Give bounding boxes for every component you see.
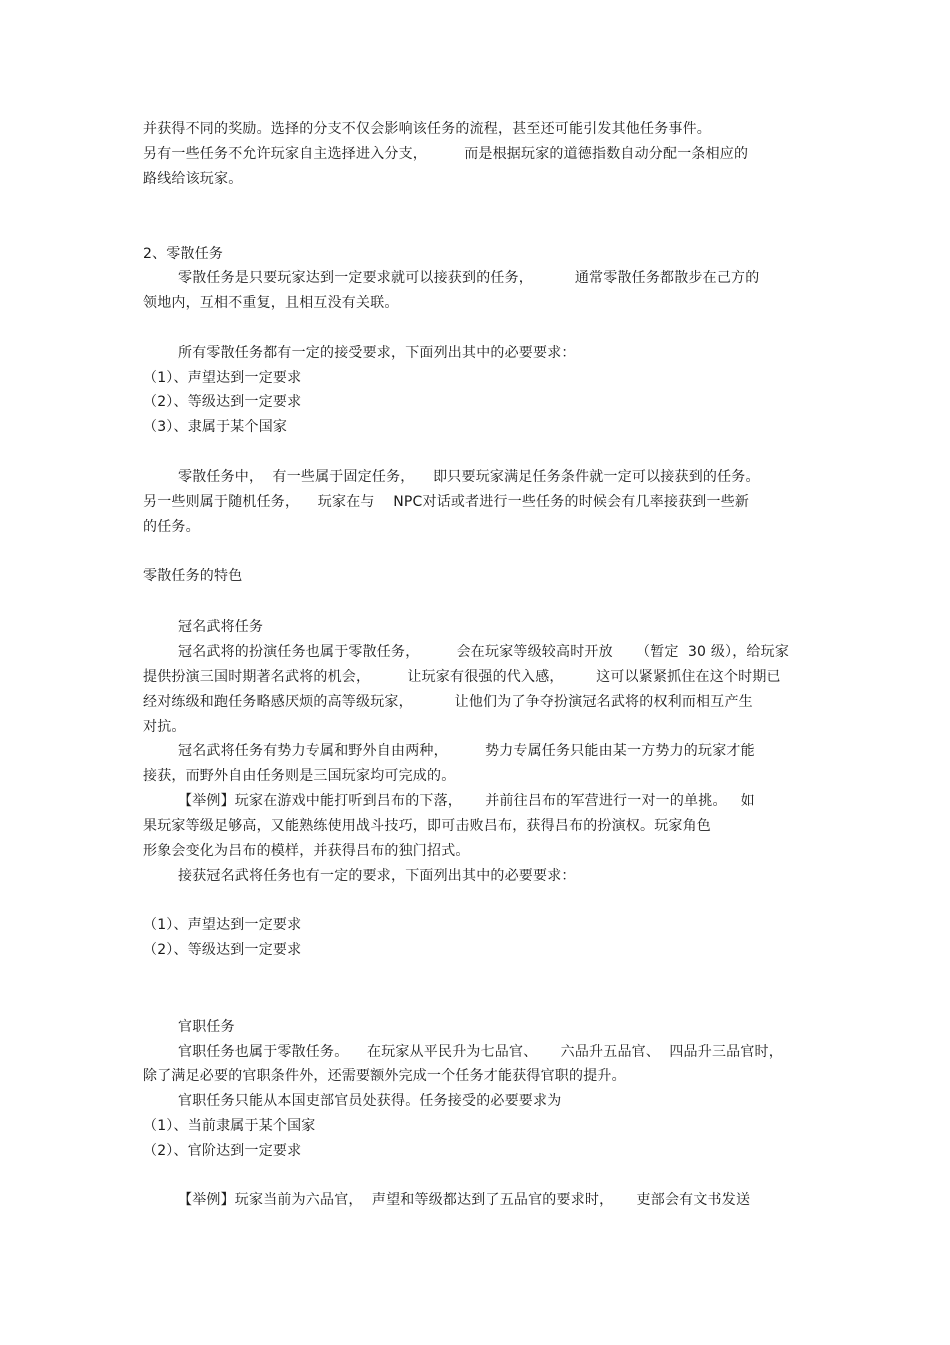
paragraph-line: 另有一些任务不允许玩家自主选择进入分支， 而是根据玩家的道德指数自动分配一条相应的 xyxy=(143,146,749,162)
list-item: （1）、当前隶属于某个国家 xyxy=(143,1118,316,1134)
paragraph-line: 【举例】玩家当前为六品官， 声望和等级都达到了五品官的要求时， 吏部会有文书发送 xyxy=(178,1192,751,1208)
paragraph-line: 果玩家等级足够高，又能熟练使用战斗技巧，即可击败吕布，获得吕布的扮演权。玩家角色 xyxy=(143,818,711,834)
paragraph-line: 领地内，互相不重复，且相互没有关联。 xyxy=(143,295,399,311)
section-heading: 2、零散任务 xyxy=(143,246,224,262)
paragraph-line: 经对练级和跑任务略感厌烦的高等级玩家， 让他们为了争夺扮演冠名武将的权利而相互产生 xyxy=(143,694,753,710)
paragraph-line: 另一些则属于随机任务， 玩家在与 NPC对话或者进行一些任务的时候会有几率接获到一些新 xyxy=(143,494,750,510)
paragraph-line: 官职任务只能从本国吏部官员处获得。任务接受的必要要求为 xyxy=(178,1093,562,1109)
paragraph-line: 【举例】玩家在游戏中能打听到吕布的下落， 并前往吕布的军营进行一对一的单挑。 如 xyxy=(178,793,755,809)
list-item: （2）、等级达到一定要求 xyxy=(143,394,302,410)
paragraph-line: 对抗。 xyxy=(143,719,186,735)
paragraph-line: 零散任务是只要玩家达到一定要求就可以接获到的任务， 通常零散任务都散步在己方的 xyxy=(178,270,760,286)
subsection-heading: 官职任务 xyxy=(178,1019,235,1035)
paragraph-line: 除了满足必要的官职条件外，还需要额外完成一个任务才能获得官职的提升。 xyxy=(143,1068,626,1084)
paragraph-line: 并获得不同的奖励。选择的分支不仅会影响该任务的流程，甚至还可能引发其他任务事件。 xyxy=(143,121,711,137)
subsection-heading: 冠名武将任务 xyxy=(178,619,264,635)
paragraph-line: 冠名武将任务有势力专属和野外自由两种， 势力专属任务只能由某一方势力的玩家才能 xyxy=(178,743,755,759)
paragraph-line: 官职任务也属于零散任务。 在玩家从平民升为七品官、 六品升五品官、 四品升三品官时， xyxy=(178,1044,783,1060)
paragraph-line: 接获，而野外自由任务则是三国玩家均可完成的。 xyxy=(143,768,456,784)
paragraph-line: 零散任务中， 有一些属于固定任务， 即只要玩家满足任务条件就一定可以接获到的任务。 xyxy=(178,469,760,485)
paragraph-line: 所有零散任务都有一定的接受要求，下面列出其中的必要要求： xyxy=(178,345,576,361)
paragraph-line: 接获冠名武将任务也有一定的要求，下面列出其中的必要要求： xyxy=(178,868,576,884)
list-item: （1）、声望达到一定要求 xyxy=(143,917,302,933)
list-item: （1）、声望达到一定要求 xyxy=(143,370,302,386)
paragraph-line: 冠名武将的扮演任务也属于零散任务， 会在玩家等级较高时开放 （暂定 30 级），给玩家 xyxy=(178,644,790,660)
list-item: （3）、隶属于某个国家 xyxy=(143,419,288,435)
paragraph-line: 的任务。 xyxy=(143,519,200,535)
paragraph-line: 提供扮演三国时期著名武将的机会， 让玩家有很强的代入感， 这可以紧紧抓住在这个时期已 xyxy=(143,669,781,685)
section-heading: 零散任务的特色 xyxy=(143,568,243,584)
paragraph-line: 形象会变化为吕布的模样，并获得吕布的独门招式。 xyxy=(143,843,470,859)
paragraph-line: 路线给该玩家。 xyxy=(143,171,243,187)
list-item: （2）、官阶达到一定要求 xyxy=(143,1143,302,1159)
list-item: （2）、等级达到一定要求 xyxy=(143,942,302,958)
